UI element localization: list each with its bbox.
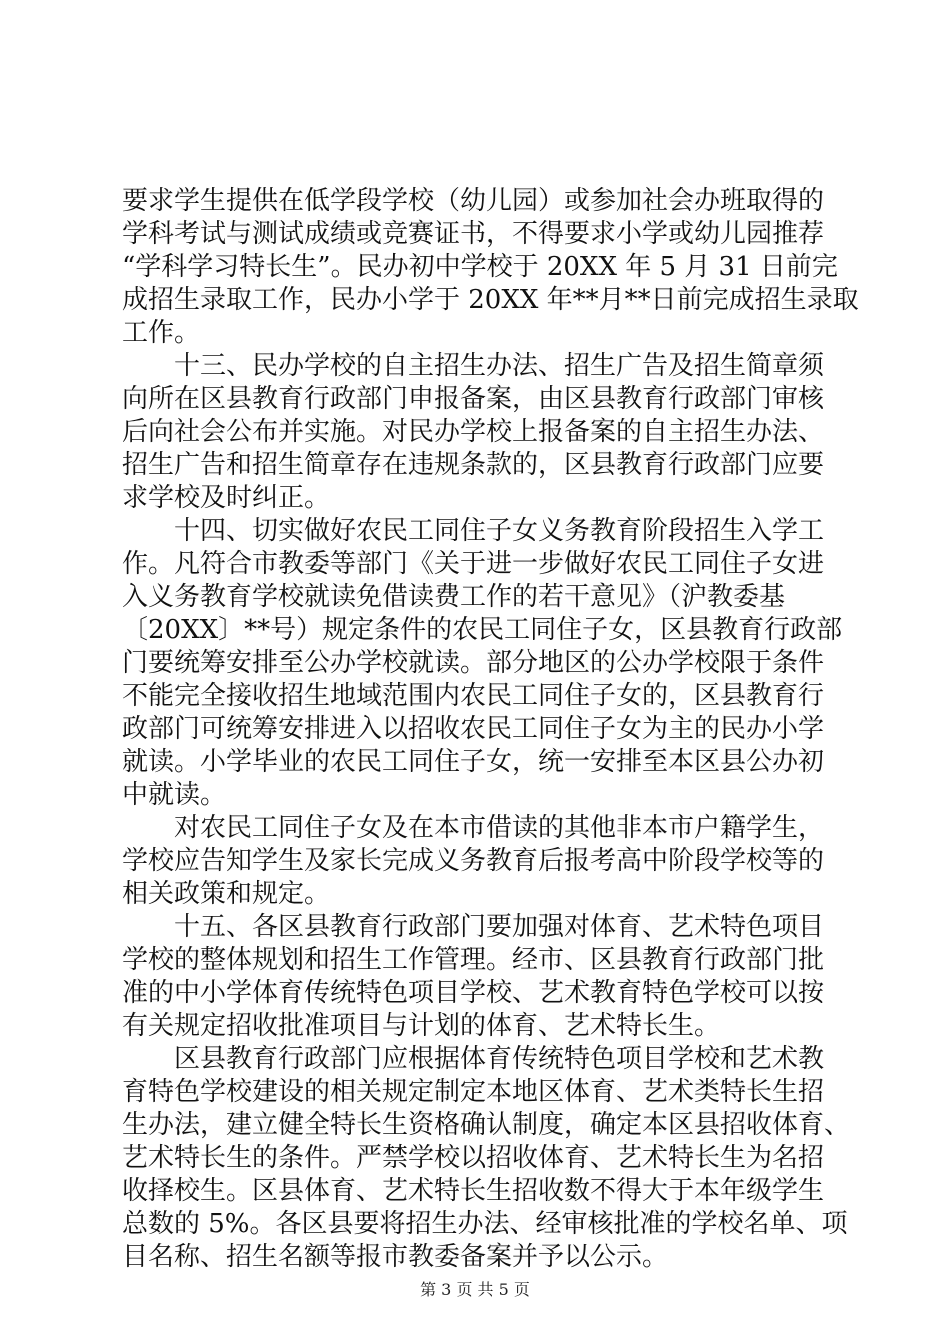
- paragraph-line: 〔20XX〕**号）规定条件的农民工同住子女，区县教育行政部: [122, 615, 843, 645]
- paragraph-line: 入义务教育学校就读免借读费工作的若干意见》（沪教委基: [122, 582, 786, 612]
- paragraph-line: 对农民工同住子女及在本市借读的其他非本市户籍学生，: [174, 813, 825, 843]
- paragraph-line: 向所在区县教育行政部门申报备案，由区县教育行政部门审核: [122, 384, 825, 414]
- paragraph-line: 总数的 5%。各区县要将招生办法、经审核批准的学校名单、项: [122, 1209, 848, 1239]
- paragraph-line: 门要统筹安排至公办学校就读。部分地区的公办学校限于条件: [122, 648, 825, 678]
- page-footer: 第 3 页 共 5 页: [420, 1280, 530, 1299]
- paragraph-line: 学校的整体规划和招生工作管理。经市、区县教育行政部门批: [122, 945, 825, 975]
- paragraph-line: 成招生录取工作，民办小学于 20XX 年**月**日前完成招生录取: [122, 285, 859, 315]
- paragraph-line: 区县教育行政部门应根据体育传统特色项目学校和艺术教: [174, 1044, 825, 1074]
- paragraph-line: 学科考试与测试成绩或竞赛证书，不得要求小学或幼儿园推荐: [122, 219, 825, 249]
- paragraph-line: 就读。小学毕业的农民工同住子女，统一安排至本区县公办初: [122, 747, 825, 777]
- paragraph-line: 求学校及时纠正。: [122, 483, 331, 513]
- paragraph-line: 后向社会公布并实施。对民办学校上报备案的自主招生办法、: [122, 417, 825, 447]
- paragraph-line: 育特色学校建设的相关规定制定本地区体育、艺术类特长生招: [122, 1077, 825, 1107]
- paragraph-line: 十三、民办学校的自主招生办法、招生广告及招生简章须: [174, 351, 825, 381]
- paragraph-line: 不能完全接收招生地域范围内农民工同住子女的，区县教育行: [122, 681, 825, 711]
- paragraph-line: 收择校生。区县体育、艺术特长生招收数不得大于本年级学生: [122, 1176, 825, 1206]
- paragraph-line: 十五、各区县教育行政部门要加强对体育、艺术特色项目: [174, 912, 825, 942]
- paragraph-line: 学校应告知学生及家长完成义务教育后报考高中阶段学校等的: [122, 846, 825, 876]
- paragraph-line: 政部门可统筹安排进入以招收农民工同住子女为主的民办小学: [122, 714, 825, 744]
- paragraph-line: 目名称、招生名额等报市教委备案并予以公示。: [122, 1242, 669, 1272]
- paragraph-line: 十四、切实做好农民工同住子女义务教育阶段招生入学工: [174, 516, 825, 546]
- paragraph-line: 作。凡符合市教委等部门《关于进一步做好农民工同住子女进: [122, 549, 825, 579]
- paragraph-line: 有关规定招收批准项目与计划的体育、艺术特长生。: [122, 1011, 721, 1041]
- paragraph-line: 生办法，建立健全特长生资格确认制度，确定本区县招收体育、: [122, 1110, 851, 1140]
- paragraph-line: 招生广告和招生简章存在违规条款的，区县教育行政部门应要: [122, 450, 825, 480]
- paragraph-line: 相关政策和规定。: [122, 879, 331, 909]
- paragraph-line: “学科学习特长生”。民办初中学校于 20XX 年 5 月 31 日前完: [122, 252, 838, 282]
- paragraph-line: 要求学生提供在低学段学校（幼儿园）或参加社会办班取得的: [122, 186, 825, 216]
- paragraph-line: 准的中小学体育传统特色项目学校、艺术教育特色学校可以按: [122, 978, 825, 1008]
- paragraph-line: 工作。: [122, 318, 201, 348]
- paragraph-line: 中就读。: [122, 780, 227, 810]
- paragraph-line: 艺术特长生的条件。严禁学校以招收体育、艺术特长生为名招: [122, 1143, 825, 1173]
